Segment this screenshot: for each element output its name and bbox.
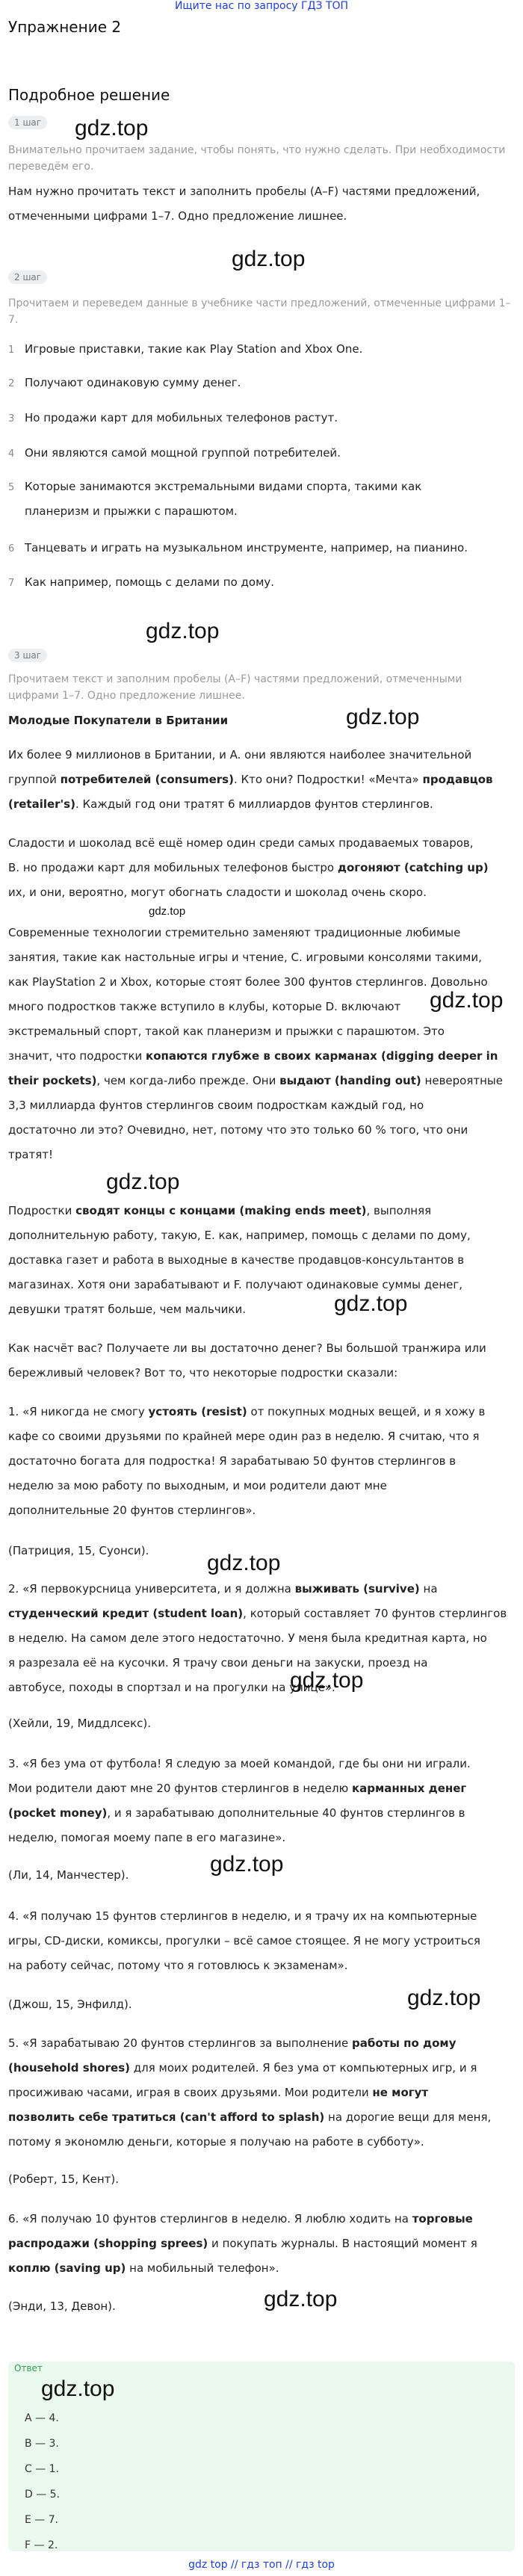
watermark: gdz.top bbox=[264, 2287, 338, 2311]
signature: (Хейли, 19, Миддлсекс). bbox=[8, 1717, 152, 1730]
text-line: 3,3 миллиарда фунтов стерлингов своим подросткам каждый год, но bbox=[8, 1099, 424, 1112]
watermark: gdz.top bbox=[146, 619, 220, 643]
signature: (Джош, 15, Энфилд). bbox=[8, 1998, 132, 2011]
text-line: позволить себе тратиться (can't afford to splash) на дорогие вещи для меня, bbox=[8, 2110, 492, 2124]
text-line: Подростки сводят концы с концами (making ends meet), выполняя bbox=[8, 1204, 432, 1217]
list-item-cont: планеризм и прыжки с парашютом. bbox=[25, 504, 238, 518]
list-item: 7 Как например, помощь с делами по дому. bbox=[8, 575, 275, 589]
text-line: как PlayStation 2 и Xbox, которые стоят более 300 фунтов стерлингов. Довольно bbox=[8, 975, 488, 989]
text-line: Современные технологии стремительно заменяют традиционные любимые bbox=[8, 926, 461, 939]
list-item: 3 Но продажи карт для мобильных телефонов растут. bbox=[8, 411, 338, 424]
text-line: their pockets), чем когда-либо прежде. Они выдают (handing out) невероятные bbox=[8, 1074, 503, 1087]
watermark: gdz.top bbox=[210, 1852, 284, 1877]
watermark: gdz.top bbox=[207, 1551, 281, 1575]
text-line: достаточно богата для подростка! Я зарабатываю 50 фунтов стерлингов в bbox=[8, 1454, 457, 1468]
exercise-title: Упражнение 2 bbox=[8, 18, 122, 36]
text-line: распродажи (shopping sprees) и покупать журналы. В настоящий момент я bbox=[8, 2237, 477, 2250]
text-line: на работу сейчас, потому что я готовлюсь к экзаменам». bbox=[8, 1959, 348, 1972]
watermark: gdz.top bbox=[407, 1986, 481, 2010]
text-line: достаточно ли это? Очевидно, нет, потому что это только 60 % того, что они bbox=[8, 1123, 468, 1137]
step-1-text: Нам нужно прочитать текст и заполнить пробелы (A–F) частями предложений, отмеченными цифрами 1–7. Одно предложение лишнее. bbox=[8, 185, 480, 223]
text-line: неделю, помогая моему папе в его магазине». bbox=[8, 1831, 286, 1844]
text-line: группой потребителей (consumers). Кто они? Подростки! «Мечта» продавцов bbox=[8, 773, 493, 786]
step-3-badge: 3 шаг bbox=[8, 649, 47, 662]
text-line: неделю за мою работу по выходным, и мои родители дают мне bbox=[8, 1479, 387, 1492]
step-3-note: Прочитаем текст и заполним пробелы (A–F) частями предложений, отмеченными bbox=[8, 673, 462, 685]
list-item: 2 Получают одинаковую сумму денег. bbox=[8, 376, 241, 389]
watermark: gdz.top bbox=[149, 905, 186, 918]
text-line: 6. «Я получаю 10 фунтов стерлингов в неделю. Я люблю ходить на торговые bbox=[8, 2212, 473, 2226]
text-line: девушки тратят больше, чем мальчики. bbox=[8, 1303, 246, 1316]
signature: (Энди, 13, Девон). bbox=[8, 2299, 116, 2313]
text-line: тратят! bbox=[8, 1148, 53, 1161]
answer-item: D — 5. bbox=[25, 2489, 61, 2501]
text-line: (retailer's). Каждый год они тратят 6 миллиардов фунтов стерлингов. bbox=[8, 797, 433, 811]
list-item: 5 Которые занимаются экстремальными видами спорта, такими как bbox=[8, 480, 422, 493]
signature: (Ли, 14, Манчестер). bbox=[8, 1868, 129, 1882]
text-line: значит, что подростки копаются глубже в своих карманах (digging deeper in bbox=[8, 1049, 498, 1063]
answer-item: C — 1. bbox=[25, 2463, 60, 2475]
answer-item: F — 2. bbox=[25, 2539, 58, 2551]
text-line: магазинах. Хотя они зарабатывают и F. получают одинаковые суммы денег, bbox=[8, 1278, 463, 1291]
step-3-note: цифрами 1–7. Одно предложение лишнее. bbox=[8, 690, 245, 702]
step-2-badge: 2 шаг bbox=[8, 271, 47, 284]
list-item: 6 Танцевать и играть на музыкальном инструменте, например, на пианино. bbox=[8, 541, 468, 555]
text-line: Сладости и шоколад всё ещё номер один среди самых продаваемых товаров, bbox=[8, 836, 474, 850]
signature: (Патриция, 15, Суонси). bbox=[8, 1544, 149, 1557]
watermark: gdz.top bbox=[334, 1291, 408, 1316]
text-line: экстремальный спорт, такой как планеризм и прыжки с парашютом. Это bbox=[8, 1025, 445, 1038]
text-line: просиживаю часами, играя в своих друзьями. Мои родители не могут bbox=[8, 2086, 429, 2099]
text-line: 3. «Я без ума от футбола! Я следую за моей командой, где бы они ни играли. bbox=[8, 1757, 471, 1770]
text-line: Их более 9 миллионов в Британии, и A. они являются наиболее значительной bbox=[8, 748, 472, 762]
bottom-links[interactable]: gdz top // гдз топ // гдз top bbox=[188, 2559, 335, 2571]
text-line: занятия, такие как настольные игры и чтение, C. игровыми консолями такими, bbox=[8, 951, 482, 964]
step-2-note: Прочитаем и переведем данные в учебнике части предложений, отмеченные цифрами 1–7. bbox=[8, 297, 511, 326]
step-1-note: Внимательно прочитаем задание, чтобы понять, что нужно сделать. При необходимости переведём его. bbox=[8, 144, 506, 173]
signature: (Роберт, 15, Кент). bbox=[8, 2172, 120, 2186]
text-line: в неделю. На самом деле этого недостаточно. У меня была кредитная карта, но bbox=[8, 1631, 487, 1645]
watermark: gdz.top bbox=[41, 2376, 115, 2401]
watermark: gdz.top bbox=[346, 705, 420, 729]
text-line: коплю (saving up) на мобильный телефон». bbox=[8, 2261, 279, 2275]
text-line: (pocket money), и я зарабатываю дополнительные 40 фунтов стерлингов в bbox=[8, 1806, 465, 1820]
text-line: (household shores) для моих родителей. Я без ума от компьютерных игр, и я bbox=[8, 2061, 477, 2075]
answer-item: B — 3. bbox=[25, 2438, 59, 2450]
text-line: 5. «Я зарабатываю 20 фунтов стерлингов за выполнение работы по дому bbox=[8, 2036, 457, 2050]
text-line: B. но продажи карт для мобильных телефонов быстро догоняют (catching up) bbox=[8, 861, 489, 874]
watermark: gdz.top bbox=[430, 988, 504, 1013]
watermark: gdz.top bbox=[106, 1170, 180, 1194]
step-1-badge: 1 шаг bbox=[8, 116, 47, 129]
text-line: потому я экономлю деньги, которые я получаю на работе в субботу». bbox=[8, 2135, 424, 2149]
watermark: gdz.top bbox=[232, 247, 306, 271]
text-line: Мои родители дают мне 20 фунтов стерлингов в неделю карманных денег bbox=[8, 1782, 467, 1795]
answer-item: E — 7. bbox=[25, 2514, 59, 2526]
article-title: Молодые Покупатели в Британии bbox=[8, 714, 229, 727]
text-line: дополнительные 20 фунтов стерлингов». bbox=[8, 1504, 256, 1517]
text-line: 2. «Я первокурсница университета, и я должна выживать (survive) на bbox=[8, 1582, 438, 1596]
text-line: дополнительную работу, такую, E. как, например, помощь с делами по дому, bbox=[8, 1229, 471, 1242]
text-line: автобусе, походы в спортзал и на прогулки на улице». bbox=[8, 1681, 335, 1694]
text-line: я разрезала её на кусочки. Я трачу свои деньги на закуски, проезд на bbox=[8, 1656, 428, 1670]
text-line: студенческий кредит (student loan), который составляет 70 фунтов стерлингов bbox=[8, 1607, 507, 1620]
text-line: 1. «Я никогда не смогу устоять (resist) от покупных модных вещей, и я хожу в bbox=[8, 1405, 486, 1418]
text-line: доставка газет и работа в выходные в качестве продавцов-консультантов в bbox=[8, 1253, 465, 1267]
text-line: много подростков также вступило в клубы, которые D. включают bbox=[8, 1000, 401, 1013]
text-line: 4. «Я получаю 15 фунтов стерлингов в неделю, и я трачу их на компьютерные bbox=[8, 1909, 477, 1923]
text-line: Как насчёт вас? Получаете ли вы достаточно денег? Вы большой транжира или bbox=[8, 1341, 486, 1355]
top-search-link[interactable]: Ищите нас по запросу ГДЗ ТОП bbox=[174, 0, 349, 12]
solution-title: Подробное решение bbox=[8, 86, 170, 104]
list-item: 1 Игровые приставки, такие как Play Station and Xbox One. bbox=[8, 342, 363, 356]
text-line: их, и они, вероятно, могут обогнать сладости и шоколад очень скоро. bbox=[8, 886, 427, 899]
text-line: игры, CD-диски, комиксы, прогулки – всё самое стоящее. Я не могу устроиться bbox=[8, 1934, 480, 1948]
answer-item: A — 4. bbox=[25, 2412, 59, 2424]
watermark: gdz.top bbox=[75, 116, 149, 140]
answer-label: Ответ bbox=[14, 2363, 43, 2373]
text-line: бережливый человек? Вот то, что некоторые подростки сказали: bbox=[8, 1366, 398, 1380]
list-item: 4 Они являются самой мощной группой потребителей. bbox=[8, 446, 341, 460]
watermark: gdz.top bbox=[290, 1668, 364, 1693]
text-line: кафе со своими друзьями по крайней мере один раз в неделю. Я считаю, что я bbox=[8, 1430, 480, 1443]
